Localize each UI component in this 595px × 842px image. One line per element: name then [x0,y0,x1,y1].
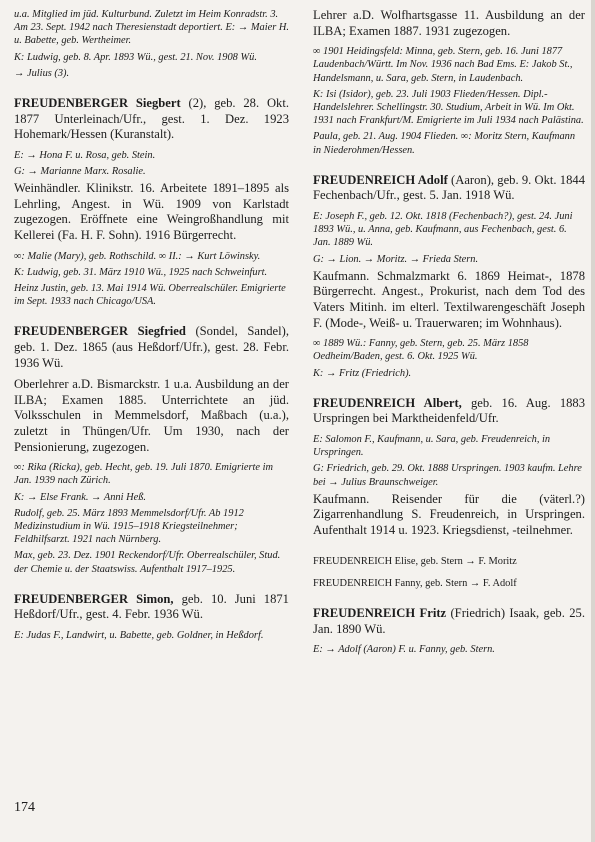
register-entry [313,173,585,380]
entry-genealogy-note: K: → Fritz (Friedrich). [313,367,412,379]
entry-genealogy-note: Paula, geb. 21. Aug. 1904 Flieden. ∞: Moritz Stern, Kaufmann in Niederohmen/Hessen. [313,131,576,156]
entry-genealogy-note: ∞: Malie (Mary), geb. Rothschild. ∞ II.: → Kurt Löwinsky. [14,250,261,262]
entry-genealogy-note: K: Ludwig, geb. 31. März 1910 Wü., 1925 nach Schweinfurt. [14,266,268,278]
entry-body-text: Kaufmann. Reisender für die (väterl.?) Zigarrenhandlung S. Freudenreich, in Urspringen. Aufenthalt 1914 u. 1923. Kriegsdienst, -teilnehmer. [313,491,585,537]
cross-reference: FREUDENREICH Fanny, geb. Stern → F. Adolf [313,577,517,589]
entry-genealogy-note: K: → Else Frank. → Anni Heß. [14,491,146,503]
person-name: FREUDENREICH Albert, [313,395,462,410]
entry-heading [14,96,289,143]
entry-heading [14,592,289,623]
person-name: FREUDENREICH Adolf [313,172,448,187]
entry-genealogy-note: E: Joseph F., geb. 12. Okt. 1818 (Fechenbach?), gest. 24. Juni 1893 Wü., u. Anna, geb. Kaufmann, aus Fechenbach, gest. 6. Jan. 1889 Wü. [313,211,573,249]
entry-heading-details: (Friedrich) Isaak, geb. 25. Jan. 1890 Wü. [313,605,585,636]
entry-genealogy-note: K: Isi (Isidor), geb. 23. Juli 1903 Flieden/Hessen. Dipl.-Handelslehrer. Schellingstr. 30. Studium, Arbeit in Wü. Im Okt. 1931 nach Frankfurt/M. Emigrierte im Juli 1934 nach Palästina. [313,88,584,127]
entry-genealogy-note: K: Ludwig, geb. 8. Apr. 1893 Wü., gest. 21. Nov. 1908 Wü. [14,51,257,63]
page-number: 174 [14,800,35,815]
entry-genealogy-note: E: Judas F., Landwirt, u. Babette, geb. Goldner, in Heßdorf. [14,629,264,641]
entry-heading [313,606,585,637]
entry-genealogy-note: ∞: Rika (Ricka), geb. Hecht, geb. 19. Juli 1870. Emigrierte im Jan. 1939 nach Zürich. [14,462,274,487]
person-name: FREUDENBERGER Siegbert [14,96,181,111]
entry-heading-details: (Aaron), geb. 9. Okt. 1844 Fechenbach/Ufr., gest. 5. Jan. 1918 Wü. [313,172,585,203]
cross-reference: FREUDENREICH Elise, geb. Stern → F. Moritz [313,555,517,567]
entry-genealogy-note: ∞ 1889 Wü.: Fanny, geb. Stern, geb. 25. März 1858 Oedheim/Baden, gest. 6. Okt. 1925 Wü. [313,338,529,363]
entry-genealogy-note: G: Friedrich, geb. 29. Okt. 1888 Urspringen. 1903 kaufm. Lehre bei → Julius Braunschweiger. [313,463,582,488]
left-column [14,8,289,658]
entry-genealogy-note: E: → Adolf (Aaron) F. u. Fanny, geb. Stern. [313,644,495,656]
entry-heading-details: (Sondel, Sandel), geb. 1. Dez. 1865 (aus Heßdorf/Ufr.), gest. 28. Febr. 1936 Wü. [14,324,289,370]
entry-genealogy-note: u.a. Mitglied im jüd. Kulturbund. Zuletzt im Heim Konradstr. 3. Am 23. Sept. 1942 nach Theresienstadt deportiert. E: → Maier H. u. Babette, geb. Wertheimer. [14,9,289,47]
entry-heading-details: geb. 16. Aug. 1883 Urspringen bei Marktheidenfeld/Ufr. [313,395,586,426]
register-entry [14,592,289,642]
entry-genealogy-note: G: → Lion. → Moritz. → Frieda Stern. [313,253,479,265]
entry-heading-details: (2), geb. 28. Okt. 1877 Unterleinach/Ufr., gest. 1. Dez. 1923 Hohemark/Hessen (Kuranstalt). [14,96,289,142]
entry-heading [14,324,289,371]
entry-genealogy-note: Rudolf, geb. 25. März 1893 Memmelsdorf/Ufr. Ab 1912 Medizinstudium in Wü. 1915–1918 Kriegsteilnehmer; Feldhilfsarzt. 1921 nach Nürnberg. [14,507,244,546]
person-name: FREUDENBERGER Siegfried [14,324,186,339]
entry-body-text: Oberlehrer a.D. Bismarckstr. 1 u.a. Ausbildung an der ILBA; Examen 1885. Unterrichtete an jüd. Volksschulen in Memmelsdorf, Maßbach (u.a.), zuletzt in Thüngen/Ufr. Um 1930, nach der Pensionierung, zugezogen. [14,377,289,454]
entry-genealogy-note: Heinz Justin, geb. 13. Mai 1914 Wü. Oberrealschüler. Emigrierte im Sept. 1933 nach Chicago/USA. [14,282,286,308]
page-edge-shadow [591,0,595,842]
entry-genealogy-note: → Julius (3). [14,67,70,79]
person-name: FREUDENREICH Fritz [313,605,447,620]
entry-body-text: Lehrer a.D. Wolfhartsgasse 11. Ausbildung an der ILBA; Examen 1887. 1931 zugezogen. [313,8,585,38]
register-entry [14,8,289,80]
entry-heading-details: geb. 10. Juni 1871 Heßdorf/Ufr., gest. 4. Febr. 1936 Wü. [14,591,289,622]
register-entry [313,606,585,656]
right-column [313,8,585,672]
entry-heading [313,173,585,204]
entry-body-text: Kaufmann. Schmalzmarkt 6. 1869 Heimat-, 1878 Bürgerrecht. Angest., Prokurist, nach dem Tod des Vaters Mitinh. im elterl. Textilwarengeschäft Joseph F. (Mode-, Weiß- u. Trauerwaren; im Wohnhaus). [313,268,585,330]
register-entry [14,96,289,308]
entry-heading [313,396,585,427]
entry-genealogy-note: Max, geb. 23. Dez. 1901 Reckendorf/Ufr. Oberrealschüler, Stud. der Chemie u. der Staatswiss. Aufenthalt 1917–1925. [14,550,281,575]
entry-genealogy-note: E: → Hona F. u. Rosa, geb. Stein. [14,149,156,161]
register-entry [313,396,585,539]
entry-genealogy-note: E: Salomon F., Kaufmann, u. Sara, geb. Freudenreich, in Urspringen. [313,433,551,459]
register-entry [313,8,585,157]
register-entry [14,324,289,575]
register-entry [313,555,585,590]
entry-genealogy-note: G: → Marianne Marx. Rosalie. [14,166,146,177]
person-name: FREUDENBERGER Simon, [14,591,174,606]
entry-body-text: Weinhändler. Klinikstr. 16. Arbeitete 1891–1895 als Lehrling, Angest. in Wü. 1909 von Karlstadt zugezogen. Eröffnete eine Weingroßhandlung mit Kellerei (Fa. H. F. Sohn). 1916 Bürgerrecht. [14,181,289,242]
entry-genealogy-note: ∞ 1901 Heidingsfeld: Minna, geb. Stern, geb. 16. Juni 1877 Laudenbach/Württ. Im Nov. 1936 nach Bad Ems. E: Jakob St., Handelsmann, u. Sara, geb. Stern, in Laudenbach. [313,46,573,84]
